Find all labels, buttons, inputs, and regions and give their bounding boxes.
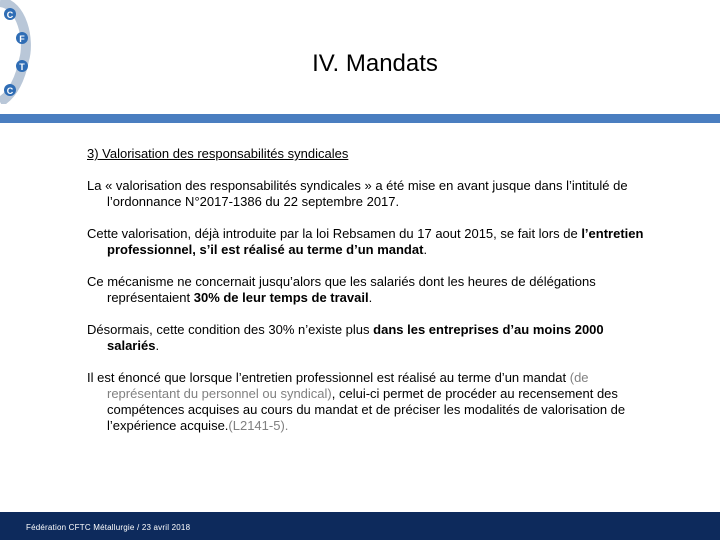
- paragraph-2-end: .: [423, 242, 428, 257]
- paragraph-5-text-2: , celui-ci permet de procéder au recensement des compétences acquises au cours du mandat et de préciser les modalités de valorisation de l’expérience acquise.: [107, 386, 626, 433]
- paragraph-4-end: .: [155, 338, 160, 353]
- paragraph-5: [87, 370, 647, 434]
- paragraph-3-text: Ce mécanisme ne concernait jusqu’alors que les salariés dont les heures de délégations représentaient: [87, 274, 596, 305]
- header-band: [0, 114, 720, 123]
- paragraph-2-text: Cette valorisation, déjà introduite par la loi Rebsamen du 17 aout 2015, se fait lors de: [87, 226, 582, 241]
- paragraph-1: [87, 178, 647, 210]
- slide-title: IV. Mandats: [312, 50, 438, 77]
- paragraph-2: [87, 226, 647, 258]
- paragraph-5-text: Il est énoncé que lorsque l’entretien professionnel est réalisé au terme d’un mandat: [87, 370, 570, 385]
- paragraph-1-text: La « valorisation des responsabilités syndicales » a été mise en avant jusque dans l’intitulé de l’ordonnance N°2017-1386 du 22 septembre 2017.: [87, 178, 628, 209]
- section-heading: 3) Valorisation des responsabilités syndicales: [87, 146, 349, 161]
- slide-content: [87, 146, 647, 450]
- paragraph-3-end: .: [368, 290, 373, 305]
- paragraph-3-bold: 30% de leur temps de travail: [193, 290, 369, 305]
- paragraph-3: [87, 274, 647, 306]
- logo-letter-t: T: [19, 62, 25, 72]
- paragraph-4: [87, 322, 647, 354]
- logo-letter-c2: C: [6, 86, 14, 96]
- paragraph-5-reference: (L2141-5): [228, 418, 285, 433]
- paragraph-5-end: .: [284, 418, 289, 433]
- paragraph-4-text: Désormais, cette condition des 30% n’existe plus: [87, 322, 374, 337]
- paragraph-2-bold: l’entretien professionnel, s’il est réalisé au terme d’un mandat: [107, 226, 644, 257]
- footer-bar: [0, 512, 720, 540]
- paragraph-4-bold: dans les entreprises d’au moins 2000 salariés: [107, 322, 604, 353]
- logo-letter-f: F: [19, 34, 25, 44]
- paragraph-5-grey: (de représentant du personnel ou syndical): [107, 370, 589, 401]
- footer-text: Fédération CFTC Métallurgie / 23 avril 2018: [26, 523, 191, 532]
- logo-letter-c1: C: [6, 10, 14, 20]
